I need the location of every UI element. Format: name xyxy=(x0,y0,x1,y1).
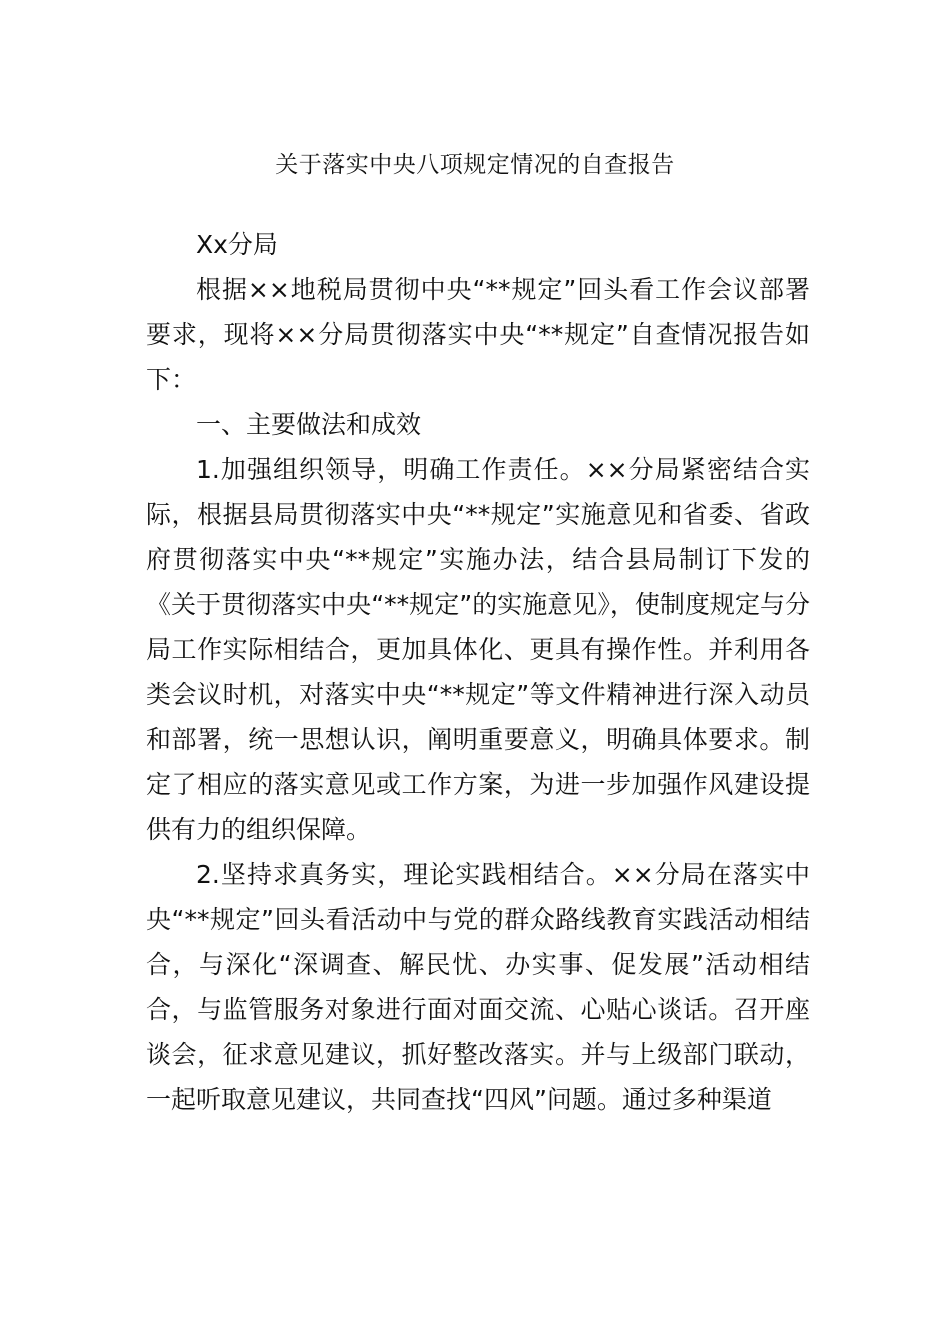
paragraph-item-1: 1.加强组织领导，明确工作责任。××分局紧密结合实际，根据县局贯彻落实中央“**规定”实施意见和省委、省政府贯彻落实中央“**规定”实施办法，结合县局制订下发的《关于贯彻落实中央“**规定”的实施意见》，使制度规定与分局工作实际相结合，更加具体化、更具有操作性。并利用各类会议时机，对落实中央“**规定”等文件精神进行深入动员和部署，统一思想认识，阐明重要意义，明确具体要求。制定了相应的落实意见或工作方案，为进一步加强作风建设提供有力的组织保障。 xyxy=(146,455,810,844)
addressee-line: Xx分局 xyxy=(196,230,278,259)
intro-paragraph: 根据××地税局贯彻中央“**规定”回头看工作会议部署要求，现将××分局贯彻落实中央“**规定”自查情况报告如下： xyxy=(146,275,810,394)
section-heading: 一、主要做法和成效 xyxy=(196,410,422,439)
document-title: 关于落实中央八项规定情况的自查报告 xyxy=(275,152,675,178)
paragraph-item-2: 2.坚持求真务实，理论实践相结合。××分局在落实中央“**规定”回头看活动中与党的群众路线教育实践活动相结合，与深化“深调查、解民忧、办实事、促发展”活动相结合，与监管服务对象进行面对面交流、心贴心谈话。召开座谈会，征求意见建议，抓好整改落实。并与上级部门联动，一起听取意见建议，共同查找“四风”问题。通过多种渠道 xyxy=(146,860,810,1114)
document-body xyxy=(146,222,810,1122)
